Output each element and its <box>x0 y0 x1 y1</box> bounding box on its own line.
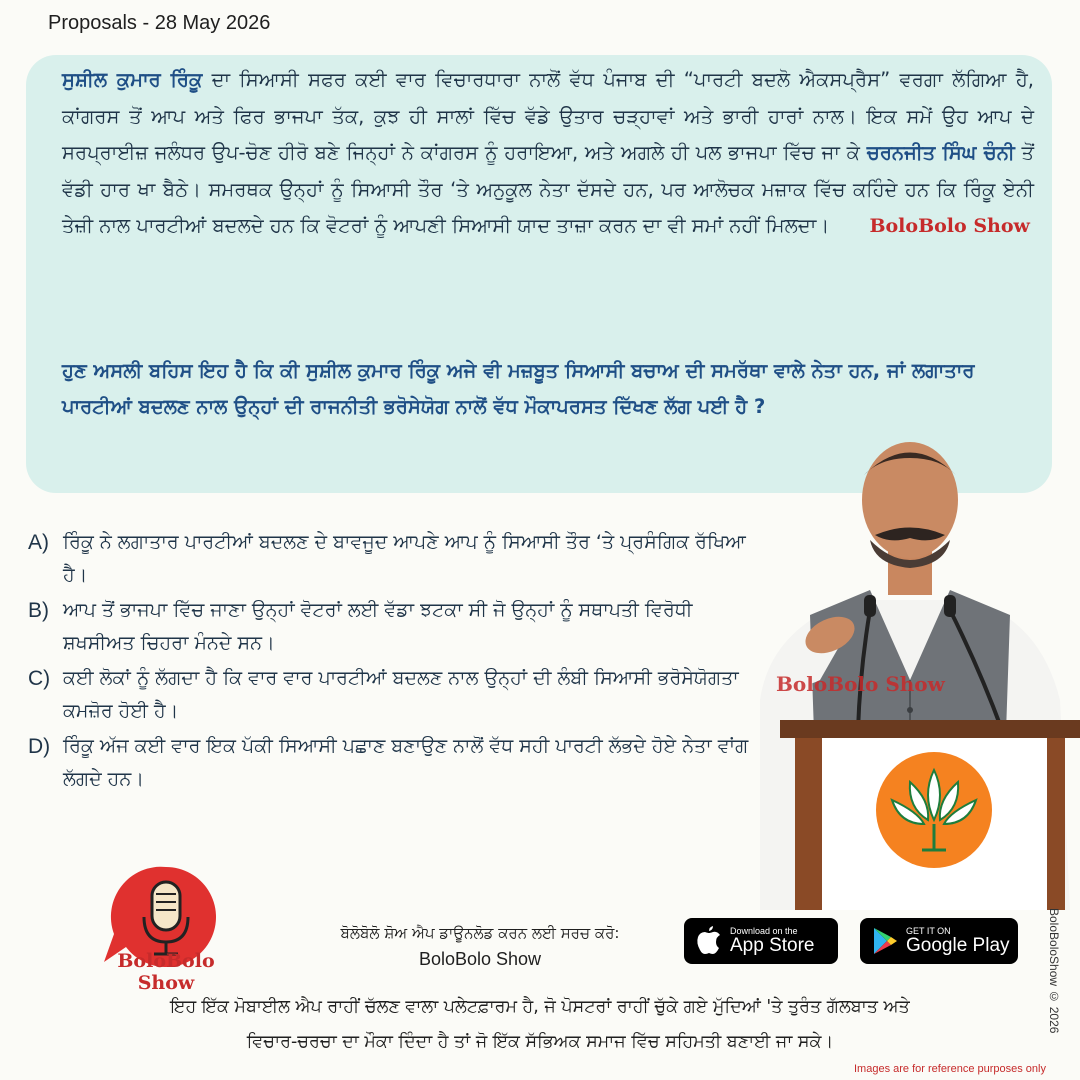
intro-text-2: ਤੋਂ ਵੱਡੀ ਹਾਰ ਖਾ ਬੈਠੇ। ਸਮਰਥਕ ਉਨ੍ਹਾਂ ਨੂੰ ਸਿਆਸੀ ਤੌਰ ‘ਤੇ ਅਨੁਕੂਲ ਨੇਤਾ ਦੱਸਦੇ ਹਨ, ਪਰ ਆਲੋਚਕ ਮਜ਼ਾਕ ਵਿੱਚ ਕਹਿੰਦੇ ਹਨ ਕਿ ਰਿੰਕੂ ਏਨੀ ਤੇਜ਼ੀ ਨਾਲ ਪਾਰਟੀਆਂ ਬਦਲਦੇ ਹਨ ਕਿ ਵੋਟਰਾਂ ਨੂੰ ਆਪਣੀ ਸਿਆਸੀ ਯਾਦ ਤਾਜ਼ਾ ਕਰਨ ਦਾ ਵੀ ਸਮਾਂ ਨਹੀਂ ਮਿਲਦਾ। <box>62 141 1034 237</box>
option-letter: B) <box>28 599 49 622</box>
option-a[interactable] <box>28 526 758 592</box>
download-hint <box>300 920 660 972</box>
copyright-vertical: BoloBoloShow © 2026 <box>1047 908 1061 1034</box>
option-text: ਰਿੰਕੂ ਨੇ ਲਗਾਤਾਰ ਪਾਰਟੀਆਂ ਬਦਲਣ ਦੇ ਬਾਵਜੂਦ ਆਪਣੇ ਆਪ ਨੂੰ ਸਿਆਸੀ ਤੌਰ ‘ਤੇ ਪ੍ਰਸੰਗਿਕ ਰੱਖਿਆ ਹੈ। <box>63 531 746 586</box>
question-text: ਹੁਣ ਅਸਲੀ ਬਹਿਸ ਇਹ ਹੈ ਕਿ ਕੀ ਸੁਸ਼ੀਲ ਕੁਮਾਰ ਰਿੰਕੂ ਅਜੇ ਵੀ ਮਜ਼ਬੂਤ ਸਿਆਸੀ ਬਚਾਅ ਦੀ ਸਮਰੱਥਾ ਵਾਲੇ ਨੇਤਾ ਹਨ, ਜਾਂ ਲਗਾਤਾਰ ਪਾਰਟੀਆਂ ਬਦਲਣ ਨਾਲ ਉਨ੍ਹਾਂ ਦੀ ਰਾਜਨੀਤੀ ਭਰੋਸੇਯੋਗ ਨਾਲੋਂ ਵੱਧ ਮੌਕਾਪਰਸਤ ਦਿੱਖਣ ਲੱਗ ਪਈ ਹੈ ? <box>62 359 975 418</box>
gplay-big-label: Google Play <box>906 935 1010 956</box>
option-letter: A) <box>28 531 49 554</box>
option-text: ਰਿੰਕੂ ਅੱਜ ਕਈ ਵਾਰ ਇਕ ਪੱਕੀ ਸਿਆਸੀ ਪਛਾਣ ਬਣਾਉਣ ਨਾਲੋਂ ਵੱਧ ਸਹੀ ਪਾਰਟੀ ਲੱਭਦੇ ਹੋਏ ਨੇਤਾ ਵਾਂਗ ਲੱਗਦੇ ਹਨ। <box>63 735 749 790</box>
footer-line-1: ਇਹ ਇੱਕ ਮੋਬਾਈਲ ਐਪ ਰਾਹੀਂ ਚੱਲਣ ਵਾਲਾ ਪਲੇਟਫ਼ਾਰਮ ਹੈ, ਜੋ ਪੋਸਟਰਾਂ ਰਾਹੀਂ ਚੁੱਕੇ ਗਏ ਮੁੱਦਿਆਂ 'ਤੇ ਤੁਰੰਤ ਗੱਲਬਾਤ ਅਤੇ <box>170 997 910 1017</box>
logo-text: BoloBolo Show <box>117 950 215 994</box>
option-b[interactable] <box>28 594 758 660</box>
gplay-small-label: GET IT ON <box>906 926 951 936</box>
footer-line-2: ਵਿਚਾਰ-ਚਰਚਾ ਦਾ ਮੌਕਾ ਦਿੰਦਾ ਹੈ ਤਾਂ ਜੋ ਇੱਕ ਸੱਭਿਅਕ ਸਮਾਜ ਵਿੱਚ ਸਹਿਮਤੀ ਬਣਾਈ ਜਾ ਸਕੇ। <box>246 1032 834 1052</box>
intro-name-2: ਚਰਨਜੀਤ ਸਿੰਘ ਚੰਨੀ <box>866 141 1015 164</box>
app-name: BoloBolo Show <box>418 949 542 969</box>
google-play-button[interactable] <box>860 918 1018 964</box>
google-play-icon <box>872 927 898 955</box>
intro-paragraph <box>62 62 1034 245</box>
photo-watermark: BoloBolo Show <box>776 672 945 696</box>
inline-watermark: BoloBolo Show <box>869 215 1030 237</box>
app-store-button[interactable] <box>684 918 838 964</box>
intro-text-1: ਦਾ ਸਿਆਸੀ ਸਫਰ ਕਈ ਵਾਰ ਵਿਚਾਰਧਾਰਾ ਨਾਲੋਂ ਵੱਧ ਪੰਜਾਬ ਦੀ “ਪਾਰਟੀ ਬਦਲੋ ਐਕਸਪ੍ਰੈਸ” ਵਰਗਾ ਲੱਗਿਆ ਹੈ, ਕਾਂਗਰਸ ਤੋਂ ਆਪ ਅਤੇ ਫਿਰ ਭਾਜਪਾ ਤੱਕ, ਕੁਝ ਹੀ ਸਾਲਾਂ ਵਿੱਚ ਵੱਡੇ ਉਤਾਰ ਚੜ੍ਹਾਵਾਂ ਅਤੇ ਭਾਰੀ ਹਾਰਾਂ ਨਾਲ। ਇਕ ਸਮੇਂ ਉਹ ਆਪ ਦੇ ਸਰਪ੍ਰਾਈਜ਼ ਜਲੰਧਰ ਉਪ-ਚੋਣ ਹੀਰੋ ਬਣੇ ਜਿਨ੍ਹਾਂ ਨੇ ਕਾਂਗਰਸ ਨੂੰ ਹਰਾਇਆ, ਅਤੇ ਅਗਲੇ ਹੀ ਪਲ ਭਾਜਪਾ ਵਿੱਚ ਜਾ ਕੇ <box>62 68 1034 164</box>
option-text: ਕਈ ਲੋਕਾਂ ਨੂੰ ਲੱਗਦਾ ਹੈ ਕਿ ਵਾਰ ਵਾਰ ਪਾਰਟੀਆਂ ਬਦਲਣ ਨਾਲ ਉਨ੍ਹਾਂ ਦੀ ਲੰਬੀ ਸਿਆਸੀ ਭਰੋਸੇਯੋਗਤਾ ਕਮਜ਼ੋਰ ਹੋਈ ਹੈ। <box>63 667 739 722</box>
option-letter: D) <box>28 735 51 758</box>
appstore-big-label: App Store <box>730 935 815 956</box>
head <box>862 442 958 558</box>
options-list <box>28 526 758 798</box>
disclaimer-text: Images are for reference purposes only <box>854 1063 1046 1075</box>
apple-icon <box>696 926 722 956</box>
podium-top <box>780 720 1080 738</box>
option-c[interactable] <box>28 662 758 728</box>
option-text: ਆਪ ਤੋਂ ਭਾਜਪਾ ਵਿੱਚ ਜਾਣਾ ਉਨ੍ਹਾਂ ਵੋਟਰਾਂ ਲਈ ਵੱਡਾ ਝਟਕਾ ਸੀ ਜੋ ਉਨ੍ਹਾਂ ਨੂੰ ਸਥਾਪਤੀ ਵਿਰੋਧੀ ਸ਼ਖਸੀਅਤ ਚਿਹਰਾ ਮੰਨਦੇ ਸਨ। <box>63 599 693 654</box>
intro-name: ਸੁਸ਼ੀਲ ਕੁਮਾਰ ਰਿੰਕੂ <box>62 68 203 91</box>
appstore-small-label: Download on the <box>730 926 798 936</box>
footer-text <box>50 990 1030 1060</box>
header-date: Proposals - 28 May 2026 <box>48 12 271 34</box>
option-d[interactable] <box>28 730 758 796</box>
download-hint-text: ਬੋਲੋਬੋਲੋ ਸ਼ੋਅ ਐਪ ਡਾਊਨਲੋਡ ਕਰਨ ਲਈ ਸਰਚ ਕਰੋ: <box>340 924 620 942</box>
option-letter: C) <box>28 667 51 690</box>
